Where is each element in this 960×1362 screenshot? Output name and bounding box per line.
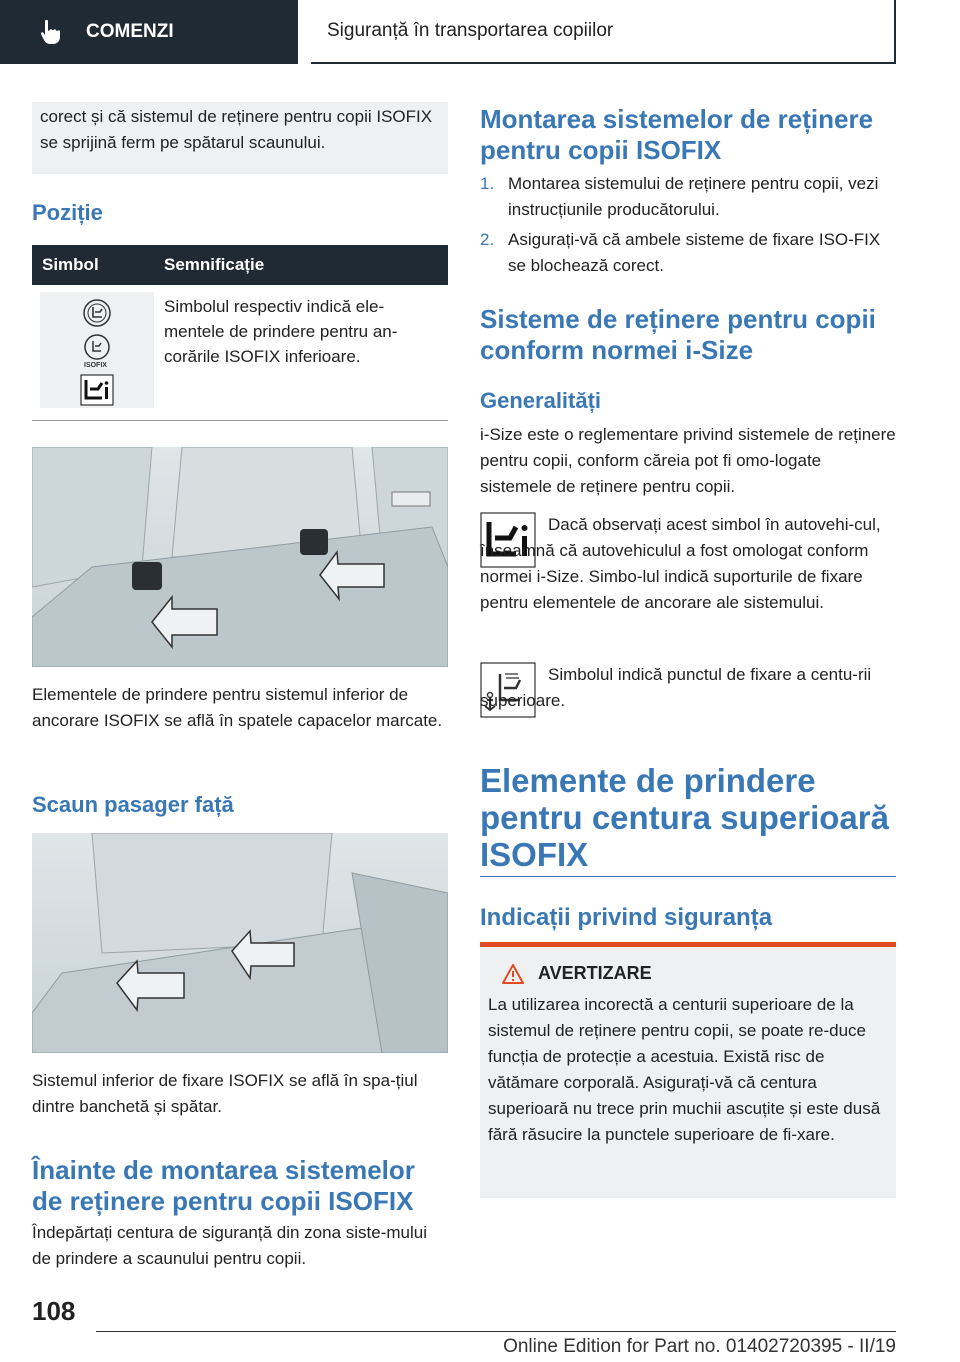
page-number: 108 bbox=[32, 1296, 76, 1326]
symbol-table-header bbox=[32, 245, 448, 285]
front-seat-isofix-photo bbox=[32, 833, 448, 1053]
edition-footer: Online Edition for Part no. 01402720395 - II/19 bbox=[503, 1336, 896, 1357]
step-number: 2. bbox=[480, 230, 495, 249]
footer-rule bbox=[96, 1331, 896, 1332]
pozitie-heading: Poziție bbox=[32, 200, 103, 225]
hand-pointer-icon bbox=[40, 19, 64, 45]
section-title bbox=[311, 0, 896, 64]
heading-underline bbox=[480, 876, 896, 877]
top-tether-main-heading: Elemente de prindere pentru centura superioară ISOFIX bbox=[480, 762, 889, 873]
step-number: 1. bbox=[480, 174, 495, 193]
section-title-text: Siguranță în transportarea copiilor bbox=[327, 20, 614, 41]
general-text: i-Size este o reglementare privind sistemele de reținere pentru copii, conform căreia pot fi omo-logate sistemele de reținere pentru copii. bbox=[480, 425, 896, 496]
before-mounting-text: Îndepărtați centura de siguranță din zona siste-mului de prindere a scaunului pentru copii. bbox=[32, 1223, 428, 1268]
safety-heading: Indicații privind siguranța bbox=[480, 904, 773, 931]
photo2-caption: Sistemul inferior de fixare ISOFIX se află în spa-țiul dintre banchetă și spătar. bbox=[32, 1071, 418, 1116]
isofix-badge-label: ISOFIX bbox=[84, 362, 107, 369]
top-tether-text: Simbolul indică punctul de fixare a centu-rii superioare. bbox=[480, 665, 872, 710]
continued-note-text: corect și că sistemul de reținere pentru copii ISOFIX se sprijină ferm pe spătarul scaunului. bbox=[40, 107, 433, 152]
list-item bbox=[480, 227, 896, 279]
isize-symbol-icon bbox=[80, 374, 114, 406]
page-header bbox=[0, 0, 960, 66]
front-seat-heading: Scaun pasager față bbox=[32, 792, 234, 817]
list-item bbox=[480, 171, 896, 223]
warning-box bbox=[480, 942, 896, 1198]
chapter-tab-label: COMENZI bbox=[86, 21, 174, 42]
rear-seat-illustration bbox=[32, 447, 448, 667]
isofix-symbols-cell bbox=[40, 292, 154, 408]
child-seat-icon bbox=[82, 298, 112, 328]
step-text: Asigurați-vă că ambele sisteme de fixare ISO-FIX se blochează corect. bbox=[508, 230, 881, 275]
general-heading: Generalități bbox=[480, 388, 602, 413]
photo1-caption: Elementele de prindere pentru sistemul inferior de ancorare ISOFIX se află în spatele capacelor marcate. bbox=[32, 685, 443, 730]
warning-title-text: AVERTIZARE bbox=[538, 963, 652, 983]
mounting-heading: Montarea sistemelor de reținere pentru copii ISOFIX bbox=[480, 104, 874, 165]
col-symbol: Simbol bbox=[42, 255, 99, 274]
warning-title bbox=[502, 963, 888, 984]
continued-note bbox=[32, 102, 448, 174]
col-meaning: Semnificație bbox=[164, 255, 265, 274]
before-mounting-heading: Înainte de montarea sistemelor de reținere pentru copii ISOFIX bbox=[32, 1155, 415, 1216]
chapter-tab[interactable] bbox=[0, 0, 298, 64]
warning-text: La utilizarea incorectă a centurii superioare de la sistemul de reținere pentru copii, se poate re-duce funcția de protecție a acestuia. Există risc de vătămare corporală. Asigurați-vă că centura superioară nu trece prin muchii ascuțite și este dusă fără răsucire la punctele superioare de fi-xare. bbox=[488, 995, 881, 1144]
rear-seat-isofix-photo bbox=[32, 447, 448, 667]
warning-triangle-icon bbox=[502, 964, 524, 984]
front-seat-illustration bbox=[32, 833, 448, 1053]
symbol-meaning-text: Simbolul respectiv indică ele-mentele de prindere pentru an-corările ISOFIX inferioare. bbox=[164, 297, 398, 366]
step-text: Montarea sistemului de reținere pentru copii, vezi instrucțiunile producătorului. bbox=[508, 174, 879, 219]
table-divider bbox=[32, 420, 448, 421]
isize-symbol-text: Dacă observați acest simbol în autovehi-cul, înseamnă că autovehiculul a fost omologat conform normei i-Size. Simbo-lul indică suporturile de fixare pentru elementele de ancorare ale sistemului. bbox=[480, 515, 881, 612]
isize-heading: Sisteme de reținere pentru copii conform normei i-Size bbox=[480, 304, 876, 365]
mounting-steps bbox=[480, 171, 896, 283]
